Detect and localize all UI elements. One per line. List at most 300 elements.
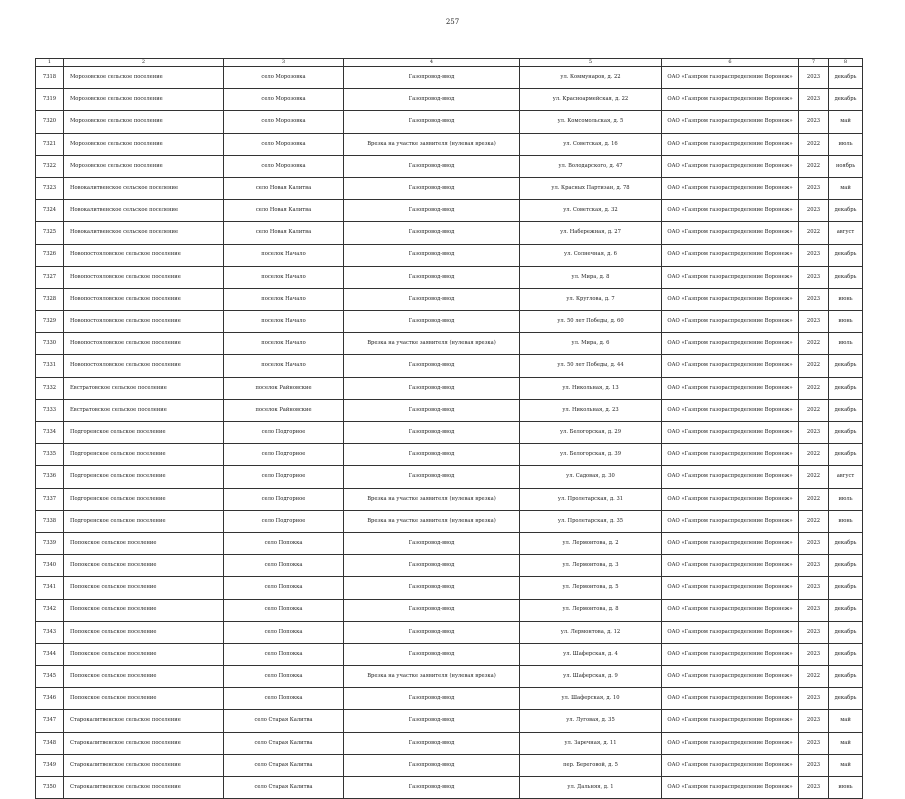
settlement-name: Подгоренское сельское поселение — [64, 444, 224, 466]
organization: ОАО «Газпром газораспределение Воронеж» — [662, 200, 799, 222]
settlement-name: Подгоренское сельское поселение — [64, 488, 224, 510]
locality-name: село Попокка — [224, 621, 344, 643]
object-type: Газопровод-ввод — [344, 377, 520, 399]
header-col-locality: 3 — [224, 59, 344, 67]
row-number: 7326 — [36, 244, 64, 266]
locality-name: село Морозовка — [224, 67, 344, 89]
month: июль — [829, 333, 863, 355]
table-row — [36, 422, 863, 444]
month: декабрь — [829, 67, 863, 89]
row-number: 7342 — [36, 599, 64, 621]
row-number: 7323 — [36, 177, 64, 199]
address: ул. Володарского, д. 47 — [520, 155, 662, 177]
locality-name: село Подгорное — [224, 422, 344, 444]
month: май — [829, 754, 863, 776]
month: декабрь — [829, 422, 863, 444]
month: декабрь — [829, 377, 863, 399]
year: 2022 — [799, 510, 829, 532]
table-row — [36, 532, 863, 554]
row-number: 7320 — [36, 111, 64, 133]
year: 2023 — [799, 311, 829, 333]
month: декабрь — [829, 244, 863, 266]
organization: ОАО «Газпром газораспределение Воронеж» — [662, 621, 799, 643]
month: декабрь — [829, 399, 863, 421]
address: ул. Коммунаров, д. 22 — [520, 67, 662, 89]
organization: ОАО «Газпром газораспределение Воронеж» — [662, 599, 799, 621]
address: ул. Мира, д. 6 — [520, 333, 662, 355]
object-type: Газопровод-ввод — [344, 89, 520, 111]
month: июнь — [829, 311, 863, 333]
table-row — [36, 399, 863, 421]
month: июнь — [829, 510, 863, 532]
settlement-name: Старокалитвенское сельское поселение — [64, 754, 224, 776]
organization: ОАО «Газпром газораспределение Воронеж» — [662, 67, 799, 89]
year: 2023 — [799, 577, 829, 599]
organization: ОАО «Газпром газораспределение Воронеж» — [662, 577, 799, 599]
settlement-name: Попокское сельское поселение — [64, 688, 224, 710]
address: ул. Белогорская, д. 39 — [520, 444, 662, 466]
locality-name: село Старая Калитва — [224, 732, 344, 754]
table-row — [36, 444, 863, 466]
row-number: 7324 — [36, 200, 64, 222]
locality-name: село Морозовка — [224, 155, 344, 177]
row-number: 7350 — [36, 777, 64, 799]
address: ул. Лермонтова, д. 3 — [520, 555, 662, 577]
locality-name: село Попокка — [224, 666, 344, 688]
settlement-name: Морозовское сельское поселение — [64, 155, 224, 177]
table-row — [36, 599, 863, 621]
organization: ОАО «Газпром газораспределение Воронеж» — [662, 333, 799, 355]
row-number: 7334 — [36, 422, 64, 444]
settlement-name: Новокалитвенское сельское поселение — [64, 200, 224, 222]
table-row — [36, 200, 863, 222]
year: 2023 — [799, 643, 829, 665]
address: ул. Никольная, д. 13 — [520, 377, 662, 399]
month: декабрь — [829, 532, 863, 554]
locality-name: село Подгорное — [224, 488, 344, 510]
address: ул. Набережная, д. 27 — [520, 222, 662, 244]
locality-name: село Морозовка — [224, 89, 344, 111]
object-type: Газопровод-ввод — [344, 754, 520, 776]
table-row — [36, 377, 863, 399]
settlement-name: Подгоренское сельское поселение — [64, 422, 224, 444]
object-type: Газопровод-ввод — [344, 710, 520, 732]
object-type: Газопровод-ввод — [344, 444, 520, 466]
year: 2023 — [799, 177, 829, 199]
year: 2022 — [799, 133, 829, 155]
header-col-settlement: 2 — [64, 59, 224, 67]
page-number: 257 — [445, 18, 460, 26]
locality-name: село Попокка — [224, 643, 344, 665]
address: ул. Красных Партизан, д. 78 — [520, 177, 662, 199]
year: 2022 — [799, 399, 829, 421]
organization: ОАО «Газпром газораспределение Воронеж» — [662, 532, 799, 554]
locality-name: село Попокка — [224, 599, 344, 621]
object-type: Газопровод-ввод — [344, 466, 520, 488]
organization: ОАО «Газпром газораспределение Воронеж» — [662, 732, 799, 754]
address: ул. Круглова, д. 7 — [520, 288, 662, 310]
object-type: Врезка на участке заявителя (нулевая врезка) — [344, 510, 520, 532]
address: ул. Дальняя, д. 1 — [520, 777, 662, 799]
address: ул. Комсомольская, д. 5 — [520, 111, 662, 133]
object-type: Врезка на участке заявителя (нулевая врезка) — [344, 666, 520, 688]
row-number: 7338 — [36, 510, 64, 532]
locality-name: село Морозовка — [224, 111, 344, 133]
table-row — [36, 621, 863, 643]
settlement-name: Морозовское сельское поселение — [64, 89, 224, 111]
address: ул. Лермонтова, д. 2 — [520, 532, 662, 554]
table-row — [36, 177, 863, 199]
organization: ОАО «Газпром газораспределение Воронеж» — [662, 488, 799, 510]
object-type: Газопровод-ввод — [344, 355, 520, 377]
object-type: Газопровод-ввод — [344, 621, 520, 643]
settlement-name: Евстратовское сельское поселение — [64, 377, 224, 399]
year: 2023 — [799, 422, 829, 444]
month: декабрь — [829, 444, 863, 466]
object-type: Газопровод-ввод — [344, 599, 520, 621]
row-number: 7348 — [36, 732, 64, 754]
table-row — [36, 288, 863, 310]
address: ул. Солнечная, д. 6 — [520, 244, 662, 266]
table-row — [36, 710, 863, 732]
table-row — [36, 133, 863, 155]
month: май — [829, 710, 863, 732]
row-number: 7346 — [36, 688, 64, 710]
object-type: Газопровод-ввод — [344, 244, 520, 266]
month: декабрь — [829, 666, 863, 688]
table-row — [36, 311, 863, 333]
year: 2023 — [799, 67, 829, 89]
organization: ОАО «Газпром газораспределение Воронеж» — [662, 555, 799, 577]
address: пер. Береговой, д. 5 — [520, 754, 662, 776]
year: 2022 — [799, 377, 829, 399]
object-type: Газопровод-ввод — [344, 222, 520, 244]
row-number: 7336 — [36, 466, 64, 488]
table-row — [36, 732, 863, 754]
locality-name: село Старая Калитва — [224, 710, 344, 732]
settlement-name: Попокское сельское поселение — [64, 621, 224, 643]
address: ул. Советская, д. 32 — [520, 200, 662, 222]
organization: ОАО «Газпром газораспределение Воронеж» — [662, 510, 799, 532]
year: 2023 — [799, 777, 829, 799]
row-number: 7340 — [36, 555, 64, 577]
month: декабрь — [829, 355, 863, 377]
address: ул. 50 лет Победы, д. 60 — [520, 311, 662, 333]
address: ул. Шаферская, д. 4 — [520, 643, 662, 665]
table-row — [36, 67, 863, 89]
row-number: 7332 — [36, 377, 64, 399]
settlement-name: Попокское сельское поселение — [64, 666, 224, 688]
year: 2022 — [799, 444, 829, 466]
object-type: Газопровод-ввод — [344, 555, 520, 577]
object-type: Газопровод-ввод — [344, 177, 520, 199]
address: ул. Пролетарская, д. 35 — [520, 510, 662, 532]
month: декабрь — [829, 599, 863, 621]
year: 2022 — [799, 333, 829, 355]
address: ул. Луговая, д. 35 — [520, 710, 662, 732]
table-row — [36, 244, 863, 266]
table-row — [36, 111, 863, 133]
month: июнь — [829, 777, 863, 799]
row-number: 7325 — [36, 222, 64, 244]
object-type: Газопровод-ввод — [344, 422, 520, 444]
row-number: 7337 — [36, 488, 64, 510]
row-number: 7333 — [36, 399, 64, 421]
month: декабрь — [829, 643, 863, 665]
year: 2022 — [799, 488, 829, 510]
object-type: Газопровод-ввод — [344, 532, 520, 554]
organization: ОАО «Газпром газораспределение Воронеж» — [662, 177, 799, 199]
object-type: Газопровод-ввод — [344, 155, 520, 177]
locality-name: поселок Начало — [224, 311, 344, 333]
address: ул. 50 лет Победы, д. 44 — [520, 355, 662, 377]
address: ул. Никольная, д. 23 — [520, 399, 662, 421]
settlement-name: Старокалитвенское сельское поселение — [64, 732, 224, 754]
header-col-object: 4 — [344, 59, 520, 67]
locality-name: село Морозовка — [224, 133, 344, 155]
month: декабрь — [829, 577, 863, 599]
table-row — [36, 577, 863, 599]
address: ул. Шаферская, д. 9 — [520, 666, 662, 688]
settlement-name: Попокское сельское поселение — [64, 643, 224, 665]
table-row — [36, 643, 863, 665]
organization: ОАО «Газпром газораспределение Воронеж» — [662, 288, 799, 310]
organization: ОАО «Газпром газораспределение Воронеж» — [662, 377, 799, 399]
row-number: 7341 — [36, 577, 64, 599]
row-number: 7339 — [36, 532, 64, 554]
settlement-name: Новопостояловское сельское поселение — [64, 333, 224, 355]
settlement-name: Новокалитвенское сельское поселение — [64, 222, 224, 244]
year: 2023 — [799, 555, 829, 577]
settlement-name: Морозовское сельское поселение — [64, 111, 224, 133]
locality-name: поселок Начало — [224, 333, 344, 355]
month: декабрь — [829, 89, 863, 111]
year: 2023 — [799, 111, 829, 133]
row-number: 7345 — [36, 666, 64, 688]
year: 2022 — [799, 466, 829, 488]
address: ул. Лермонтова, д. 5 — [520, 577, 662, 599]
row-number: 7318 — [36, 67, 64, 89]
settlement-name: Морозовское сельское поселение — [64, 67, 224, 89]
row-number: 7331 — [36, 355, 64, 377]
header-col-organization: 6 — [662, 59, 799, 67]
row-number: 7322 — [36, 155, 64, 177]
month: май — [829, 732, 863, 754]
month: декабрь — [829, 266, 863, 288]
settlement-name: Попокское сельское поселение — [64, 577, 224, 599]
organization: ОАО «Газпром газораспределение Воронеж» — [662, 754, 799, 776]
year: 2023 — [799, 599, 829, 621]
month: май — [829, 177, 863, 199]
header-col-month: 8 — [829, 59, 863, 67]
address: ул. Лермонтова, д. 8 — [520, 599, 662, 621]
table-row — [36, 155, 863, 177]
organization: ОАО «Газпром газораспределение Воронеж» — [662, 89, 799, 111]
month: август — [829, 222, 863, 244]
locality-name: село Подгорное — [224, 444, 344, 466]
address: ул. Заречная, д. 11 — [520, 732, 662, 754]
row-number: 7343 — [36, 621, 64, 643]
settlement-name: Попокское сельское поселение — [64, 599, 224, 621]
table-row — [36, 333, 863, 355]
organization: ОАО «Газпром газораспределение Воронеж» — [662, 643, 799, 665]
settlement-name: Новопостояловское сельское поселение — [64, 244, 224, 266]
organization: ОАО «Газпром газораспределение Воронеж» — [662, 133, 799, 155]
year: 2023 — [799, 288, 829, 310]
object-type: Газопровод-ввод — [344, 643, 520, 665]
address: ул. Красноармейская, д. 22 — [520, 89, 662, 111]
organization: ОАО «Газпром газораспределение Воронеж» — [662, 444, 799, 466]
year: 2023 — [799, 621, 829, 643]
table-row — [36, 266, 863, 288]
locality-name: село Попокка — [224, 555, 344, 577]
organization: ОАО «Газпром газораспределение Воронеж» — [662, 422, 799, 444]
year: 2022 — [799, 355, 829, 377]
locality-name: поселок Начало — [224, 355, 344, 377]
table-row — [36, 222, 863, 244]
row-number: 7327 — [36, 266, 64, 288]
organization: ОАО «Газпром газораспределение Воронеж» — [662, 311, 799, 333]
gasification-register-table — [35, 58, 863, 799]
month: июль — [829, 488, 863, 510]
organization: ОАО «Газпром газораспределение Воронеж» — [662, 355, 799, 377]
organization: ОАО «Газпром газораспределение Воронеж» — [662, 222, 799, 244]
organization: ОАО «Газпром газораспределение Воронеж» — [662, 111, 799, 133]
object-type: Газопровод-ввод — [344, 399, 520, 421]
locality-name: село Старая Калитва — [224, 754, 344, 776]
object-type: Врезка на участке заявителя (нулевая врезка) — [344, 488, 520, 510]
year: 2023 — [799, 688, 829, 710]
object-type: Врезка на участке заявителя (нулевая врезка) — [344, 133, 520, 155]
table-body — [36, 67, 863, 799]
object-type: Газопровод-ввод — [344, 688, 520, 710]
locality-name: село Попокка — [224, 532, 344, 554]
month: декабрь — [829, 621, 863, 643]
month: декабрь — [829, 688, 863, 710]
object-type: Газопровод-ввод — [344, 288, 520, 310]
row-number: 7328 — [36, 288, 64, 310]
settlement-name: Новокалитвенское сельское поселение — [64, 177, 224, 199]
year: 2023 — [799, 244, 829, 266]
address: ул. Лермонтова, д. 12 — [520, 621, 662, 643]
header-row — [36, 59, 863, 67]
locality-name: село Новая Калитва — [224, 177, 344, 199]
table-row — [36, 488, 863, 510]
month: ноябрь — [829, 155, 863, 177]
settlement-name: Новопостояловское сельское поселение — [64, 311, 224, 333]
settlement-name: Новопостояловское сельское поселение — [64, 355, 224, 377]
locality-name: поселок Начало — [224, 244, 344, 266]
organization: ОАО «Газпром газораспределение Воронеж» — [662, 266, 799, 288]
row-number: 7329 — [36, 311, 64, 333]
object-type: Газопровод-ввод — [344, 200, 520, 222]
year: 2022 — [799, 155, 829, 177]
table-row — [36, 355, 863, 377]
settlement-name: Подгоренское сельское поселение — [64, 466, 224, 488]
year: 2023 — [799, 266, 829, 288]
organization: ОАО «Газпром газораспределение Воронеж» — [662, 777, 799, 799]
year: 2023 — [799, 732, 829, 754]
table-row — [36, 510, 863, 532]
object-type: Газопровод-ввод — [344, 266, 520, 288]
table-row — [36, 777, 863, 799]
row-number: 7349 — [36, 754, 64, 776]
organization: ОАО «Газпром газораспределение Воронеж» — [662, 155, 799, 177]
year: 2023 — [799, 89, 829, 111]
header-col-address: 5 — [520, 59, 662, 67]
object-type: Газопровод-ввод — [344, 777, 520, 799]
row-number: 7321 — [36, 133, 64, 155]
address: ул. Пролетарская, д. 31 — [520, 488, 662, 510]
object-type: Газопровод-ввод — [344, 67, 520, 89]
locality-name: село Новая Калитва — [224, 222, 344, 244]
settlement-name: Старокалитвенское сельское поселение — [64, 777, 224, 799]
settlement-name: Новопостояловское сельское поселение — [64, 266, 224, 288]
address: ул. Советская, д. 16 — [520, 133, 662, 155]
row-number: 7335 — [36, 444, 64, 466]
organization: ОАО «Газпром газораспределение Воронеж» — [662, 666, 799, 688]
table-row — [36, 754, 863, 776]
year: 2023 — [799, 754, 829, 776]
month: август — [829, 466, 863, 488]
header-col-number: 1 — [36, 59, 64, 67]
settlement-name: Старокалитвенское сельское поселение — [64, 710, 224, 732]
table-row — [36, 89, 863, 111]
address: ул. Садовая, д. 30 — [520, 466, 662, 488]
address: ул. Белогорская, д. 29 — [520, 422, 662, 444]
object-type: Газопровод-ввод — [344, 732, 520, 754]
address: ул. Шаферская, д. 10 — [520, 688, 662, 710]
year: 2023 — [799, 200, 829, 222]
year: 2022 — [799, 222, 829, 244]
month: май — [829, 111, 863, 133]
organization: ОАО «Газпром газораспределение Воронеж» — [662, 688, 799, 710]
settlement-name: Евстратовское сельское поселение — [64, 399, 224, 421]
year: 2023 — [799, 532, 829, 554]
row-number: 7347 — [36, 710, 64, 732]
locality-name: село Подгорное — [224, 466, 344, 488]
locality-name: село Старая Калитва — [224, 777, 344, 799]
table-row — [36, 466, 863, 488]
row-number: 7344 — [36, 643, 64, 665]
object-type: Газопровод-ввод — [344, 111, 520, 133]
header-col-year: 7 — [799, 59, 829, 67]
settlement-name: Попокское сельское поселение — [64, 555, 224, 577]
settlement-name: Подгоренское сельское поселение — [64, 510, 224, 532]
table-row — [36, 688, 863, 710]
table-row — [36, 555, 863, 577]
organization: ОАО «Газпром газораспределение Воронеж» — [662, 399, 799, 421]
locality-name: село Новая Калитва — [224, 200, 344, 222]
row-number: 7330 — [36, 333, 64, 355]
table-row — [36, 666, 863, 688]
locality-name: поселок Райновские — [224, 399, 344, 421]
organization: ОАО «Газпром газораспределение Воронеж» — [662, 466, 799, 488]
locality-name: село Подгорное — [224, 510, 344, 532]
month: декабрь — [829, 200, 863, 222]
year: 2023 — [799, 710, 829, 732]
row-number: 7319 — [36, 89, 64, 111]
settlement-name: Морозовское сельское поселение — [64, 133, 224, 155]
month: декабрь — [829, 555, 863, 577]
locality-name: поселок Райновские — [224, 377, 344, 399]
locality-name: село Попокка — [224, 688, 344, 710]
locality-name: село Попокка — [224, 577, 344, 599]
month: июль — [829, 133, 863, 155]
organization: ОАО «Газпром газораспределение Воронеж» — [662, 244, 799, 266]
month: июнь — [829, 288, 863, 310]
settlement-name: Попокское сельское поселение — [64, 532, 224, 554]
